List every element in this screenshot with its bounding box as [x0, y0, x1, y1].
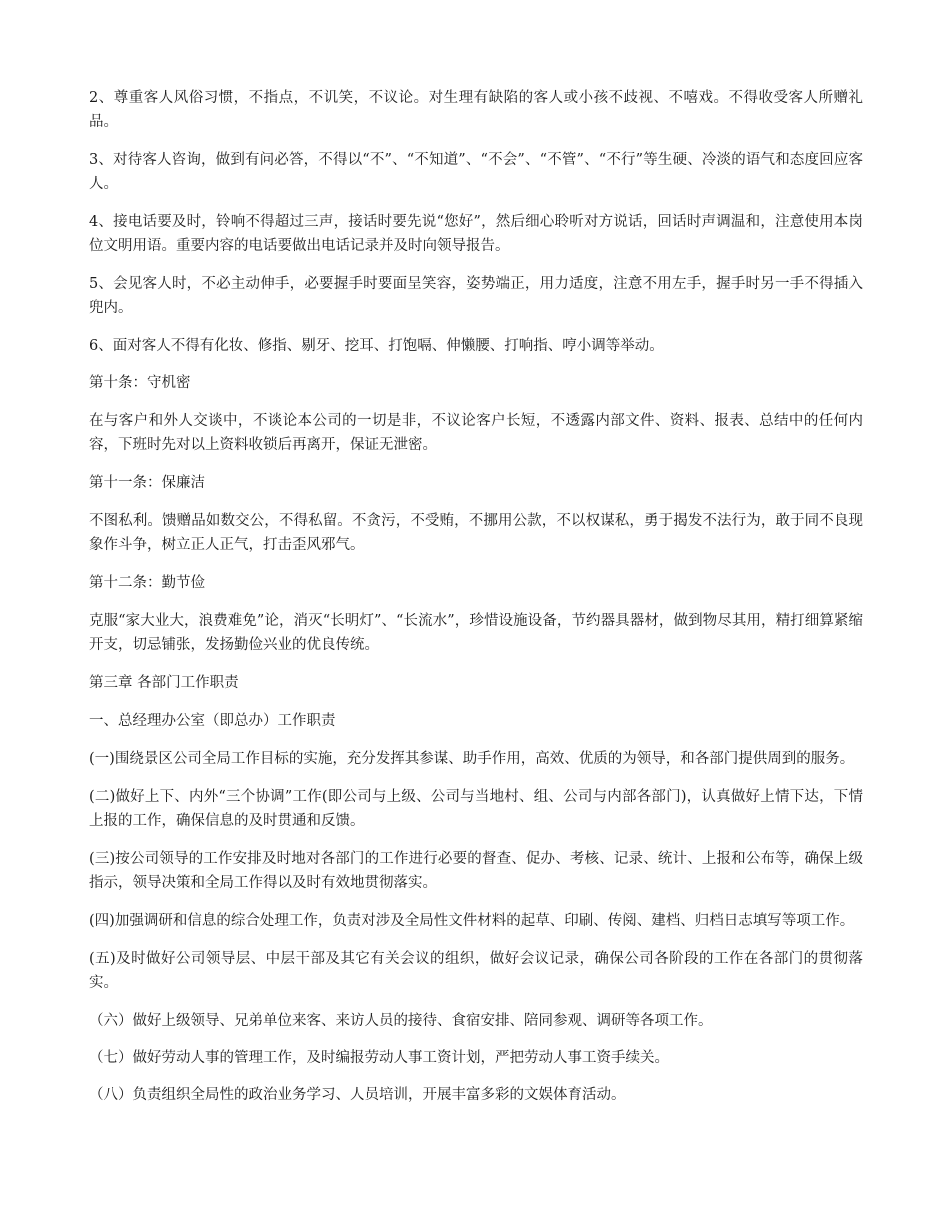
- duty-item-7: （七）做好劳动人事的管理工作，及时编报劳动人事工资计划，严把劳动人事工资手续关。: [89, 1050, 669, 1066]
- duty-item-5: (五)及时做好公司领导层、中层干部及其它有关会议的组织，做好会议记录，确保公司各阶段的工作在各部门的贯彻落实。: [89, 951, 863, 991]
- article-12-heading: 第十二条：勤节俭: [89, 575, 205, 591]
- article-10-heading: 第十条：守机密: [89, 375, 191, 391]
- document-page: [89, 86, 863, 1120]
- duty-item-8: （八）负责组织全局性的政治业务学习、人员培训，开展丰富多彩的文娱体育活动。: [89, 1087, 626, 1103]
- article-10-body: 在与客户和外人交谈中，不谈论本公司的一切是非，不议论客户长短，不透露内部文件、资料、报表、总结中的任何内容，下班时先对以上资料收锁后再离开，保证无泄密。: [89, 413, 863, 453]
- duty-item-1: (一)围绕景区公司全局工作目标的实施，充分发挥其参谋、助手作用，高效、优质的为领导，和各部门提供周到的服务。: [89, 751, 855, 767]
- duty-item-6: （六）做好上级领导、兄弟单位来客、来访人员的接待、食宿安排、陪同参观、调研等各项工作。: [89, 1013, 713, 1029]
- article-12-body: 克服“家大业大，浪费难免”论，消灭“长明灯”、“长流水”，珍惜设施设备，节约器具器材，做到物尽其用，精打细算紧缩开支，切忌铺张，发扬勤俭兴业的优良传统。: [89, 613, 863, 653]
- article-11-body: 不图私利。馈赠品如数交公，不得私留。不贪污，不受贿，不挪用公款，不以权谋私，勇于揭发不法行为，敢于同不良现象作斗争，树立正人正气，打击歪风邪气。: [89, 513, 863, 553]
- paragraph-rule-2: 2、尊重客人风俗习惯，不指点，不讥笑，不议论。对生理有缺陷的客人或小孩不歧视、不嘻戏。不得收受客人所赠礼品。: [89, 90, 863, 130]
- duty-item-3: (三)按公司领导的工作安排及时地对各部门的工作进行必要的督查、促办、考核、记录、统计、上报和公布等，确保上级指示，领导决策和全局工作得以及时有效地贯彻落实。: [89, 851, 863, 891]
- paragraph-rule-5: 5、会见客人时，不必主动伸手，必要握手时要面呈笑容，姿势端正，用力适度，注意不用左手，握手时另一手不得插入兜内。: [89, 276, 863, 316]
- duty-item-2: (二)做好上下、内外“三个协调”工作(即公司与上级、公司与当地村、组、公司与内部各部门)，认真做好上情下达，下情上报的工作，确保信息的及时贯通和反馈。: [89, 789, 863, 829]
- paragraph-rule-6: 6、面对客人不得有化妆、修指、剔牙、挖耳、打饱嗝、伸懒腰、打响指、哼小调等举动。: [89, 338, 664, 354]
- paragraph-rule-4: 4、接电话要及时，铃响不得超过三声，接话时要先说“您好”，然后细心聆听对方说话，回话时声调温和，注意使用本岗位文明用语。重要内容的电话要做出电话记录并及时向领导报告。: [89, 214, 863, 254]
- article-11-heading: 第十一条：保廉洁: [89, 475, 205, 491]
- section-1-heading: 一、总经理办公室（即总办）工作职责: [89, 713, 336, 729]
- chapter-3-heading: 第三章 各部门工作职责: [89, 675, 239, 691]
- paragraph-rule-3: 3、对待客人咨询，做到有问必答，不得以“不”、“不知道”、“不会”、“不管”、“不行”等生硬、冷淡的语气和态度回应客人。: [89, 152, 863, 192]
- duty-item-4: (四)加强调研和信息的综合处理工作，负责对涉及全局性文件材料的起草、印刷、传阅、建档、归档日志填写等项工作。: [89, 913, 855, 929]
